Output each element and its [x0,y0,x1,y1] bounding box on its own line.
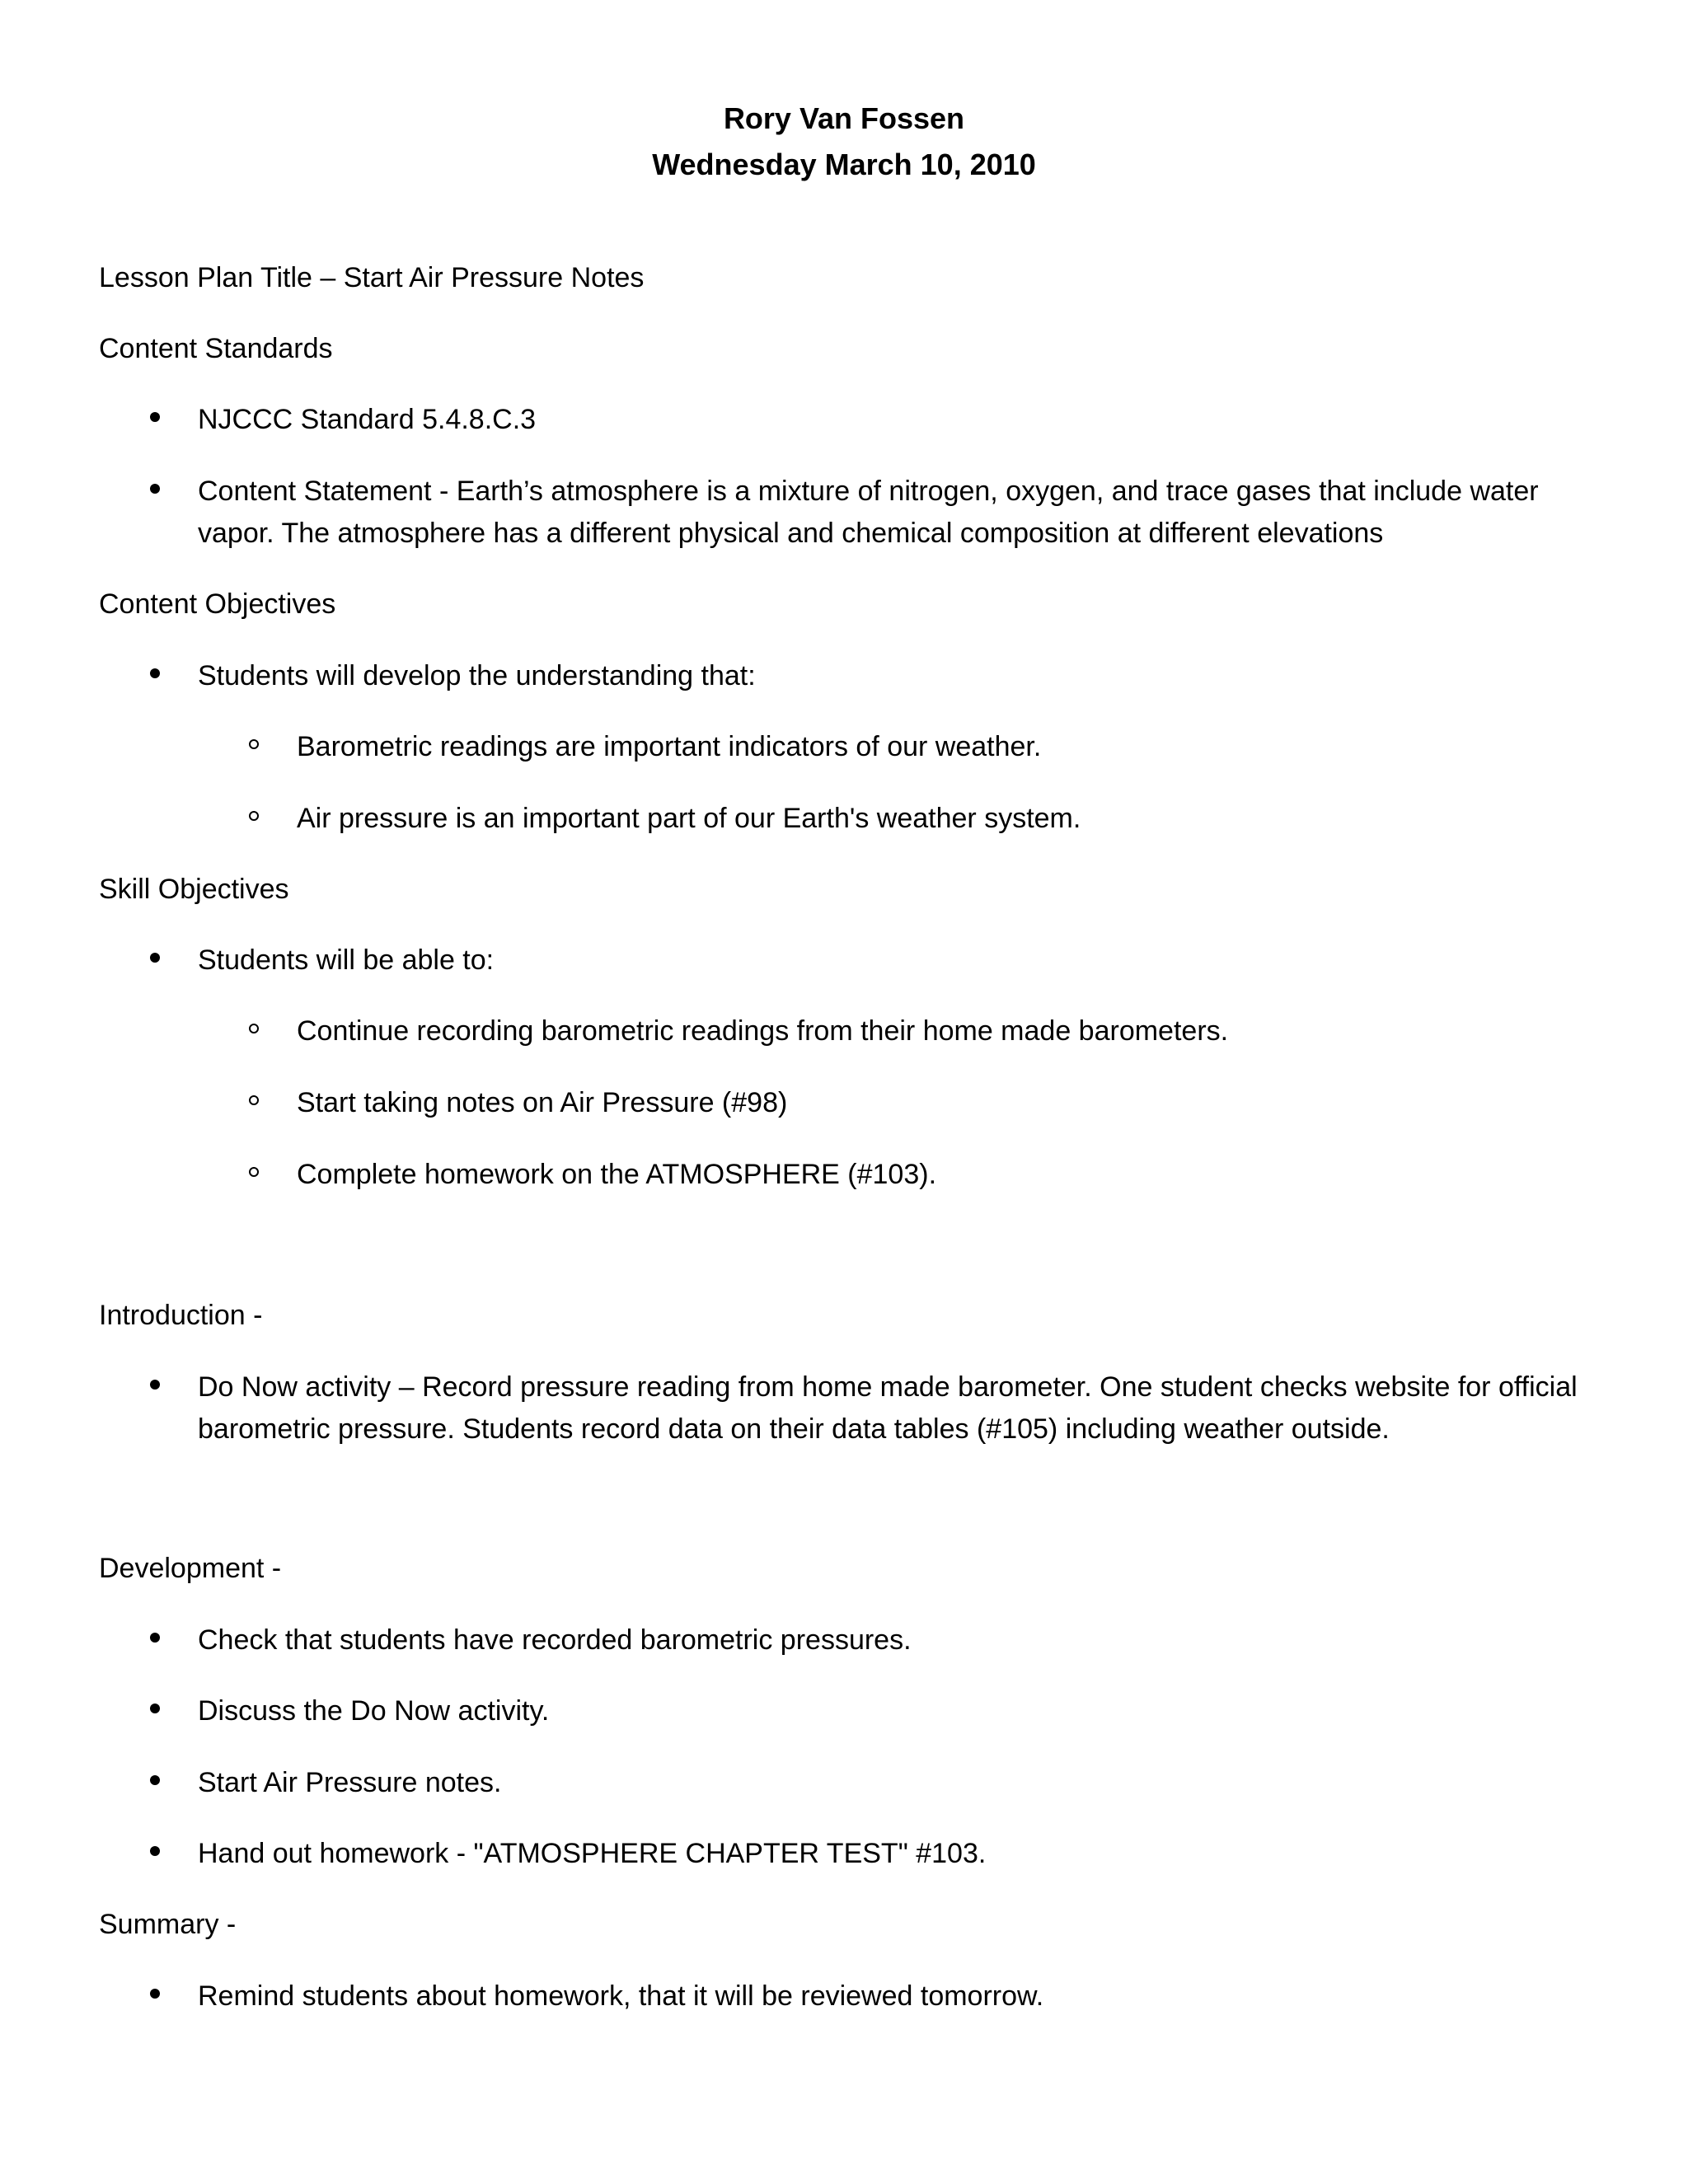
content-statement-line-1: Content Statement - Earth’s atmosphere is a mixture of nitrogen, oxygen, and trace gases that include water [198,476,1539,507]
lesson-plan-title: Lesson Plan Title – Start Air Pressure Notes [99,262,645,293]
bullet-icon [150,1775,160,1785]
bullet-icon [150,1846,160,1856]
bullet-icon [150,1633,160,1643]
circle-bullet-icon [249,1024,259,1033]
bullet-icon [150,953,160,963]
bullet-icon [150,412,160,422]
content-objectives-heading: Content Objectives [99,588,336,620]
skill-objective-sub-3: Complete homework on the ATMOSPHERE (#103). [297,1159,937,1190]
content-objective-item: Students will develop the understanding that: [198,660,756,691]
skill-objective-sub-2: Start taking notes on Air Pressure (#98) [297,1087,788,1118]
introduction-heading: Introduction - [99,1300,263,1331]
bullet-icon [150,1704,160,1713]
circle-bullet-icon [249,739,259,749]
development-heading: Development - [99,1553,282,1584]
content-objective-sub-2: Air pressure is an important part of our Earth's weather system. [297,803,1081,834]
introduction-item-line-1: Do Now activity – Record pressure reading from home made barometer. One student checks website for official [198,1371,1578,1403]
development-item-2: Discuss the Do Now activity. [198,1695,550,1727]
content-standards-heading: Content Standards [99,333,333,364]
author-name: Rory Van Fossen [723,101,965,135]
bullet-icon [150,1989,160,1999]
skill-objectives-heading: Skill Objectives [99,874,289,905]
introduction-item-line-2: barometric pressure. Students record data on their data tables (#105) including weather outside. [198,1413,1390,1445]
skill-objective-item: Students will be able to: [198,944,495,976]
summary-item: Remind students about homework, that it will be reviewed tomorrow. [198,1980,1044,2012]
document-date: Wednesday March 10, 2010 [652,148,1036,181]
circle-bullet-icon [249,811,259,821]
development-item-3: Start Air Pressure notes. [198,1767,502,1798]
development-item-4: Hand out homework - "ATMOSPHERE CHAPTER TEST" #103. [198,1838,987,1869]
content-standard-item: NJCCC Standard 5.4.8.C.3 [198,404,537,435]
circle-bullet-icon [249,1095,259,1105]
summary-heading: Summary - [99,1909,237,1940]
bullet-icon [150,668,160,678]
circle-bullet-icon [249,1167,259,1177]
development-item-1: Check that students have recorded barometric pressures. [198,1624,912,1656]
bullet-icon [150,484,160,494]
content-statement-line-2: vapor. The atmosphere has a different physical and chemical composition at different elevations [198,518,1384,549]
skill-objective-sub-1: Continue recording barometric readings from their home made barometers. [297,1015,1229,1047]
bullet-icon [150,1380,160,1390]
content-objective-sub-1: Barometric readings are important indicators of our weather. [297,731,1042,762]
